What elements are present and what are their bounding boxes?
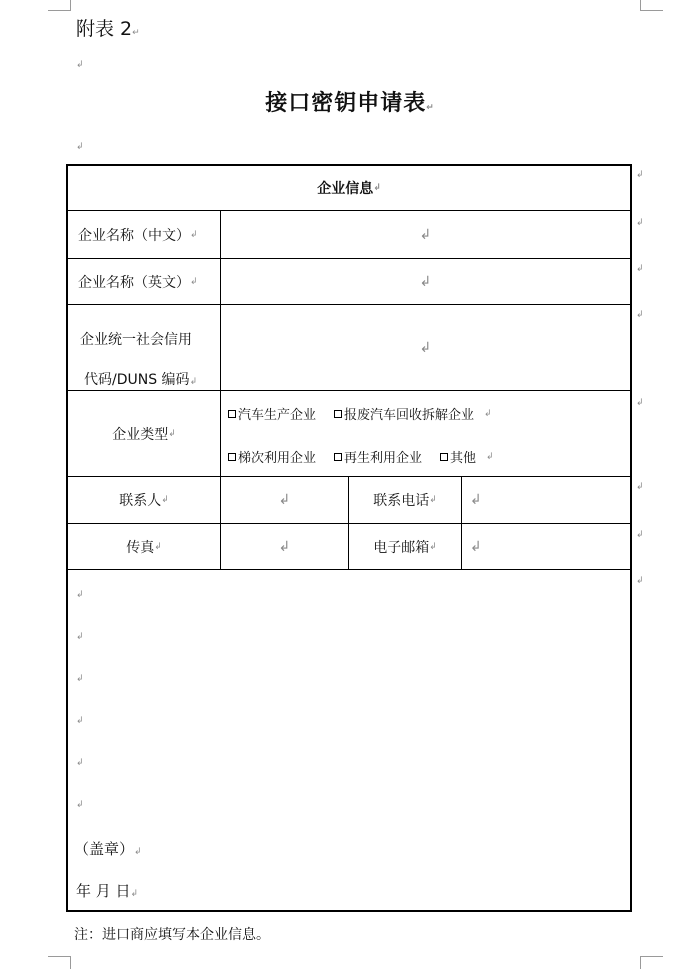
option-vehicle-manufacturer[interactable]: 汽车生产企业 — [228, 404, 316, 423]
field-name-en[interactable]: ↲ — [419, 273, 432, 290]
option-scrap-dismantling[interactable]: 报废汽车回收拆解企业 ↲ — [334, 404, 492, 423]
checkbox-icon — [228, 410, 236, 418]
option-other[interactable]: 其他 ↲ — [440, 447, 494, 466]
empty-paragraph-mark: ↲ — [76, 60, 84, 70]
field-name-cn[interactable]: ↲ — [419, 226, 432, 243]
label-credit-code-line1: 企业统一社会信用 — [80, 332, 192, 348]
paragraph-mark: ↲ — [76, 800, 84, 810]
checkbox-icon — [228, 453, 236, 461]
table-border — [66, 910, 632, 912]
table-rule — [66, 569, 632, 570]
crop-mark-bottom-left — [48, 956, 71, 969]
label-fax: 传真 ↲ — [126, 539, 162, 556]
label-email: 电子邮箱 ↲ — [373, 539, 437, 556]
field-contact-person[interactable]: ↲ — [278, 492, 291, 508]
document-title: 接口密钥申请表↵ — [265, 91, 435, 116]
label-credit-code — [80, 320, 220, 402]
crop-mark-bottom-right — [640, 956, 663, 969]
label-name-cn: 企业名称（中文） ↲ — [78, 227, 198, 244]
paragraph-mark: ↲ — [76, 716, 84, 726]
label-contact-person: 联系人 ↲ — [119, 493, 169, 509]
row-end-mark: ↲ — [636, 482, 644, 492]
label-credit-code-line2: 代码/DUNS 编码↲ — [84, 372, 198, 388]
label-contact-phone: 联系电话 ↲ — [373, 493, 437, 509]
row-end-mark: ↲ — [636, 264, 644, 274]
checkbox-icon — [440, 453, 448, 461]
row-end-mark: ↲ — [636, 310, 644, 320]
label-name-en: 企业名称（英文） ↲ — [78, 274, 198, 291]
label-enterprise-type: 企业类型 ↲ — [112, 426, 176, 443]
attachment-label: 附表 2↵ — [76, 18, 140, 40]
row-end-mark: ↲ — [636, 576, 644, 586]
seal-line: （盖章）↲ — [74, 840, 142, 858]
row-end-mark: ↲ — [636, 218, 644, 228]
row-end-mark: ↲ — [636, 170, 644, 180]
field-fax[interactable]: ↲ — [278, 538, 291, 555]
empty-paragraph-mark: ↲ — [76, 142, 84, 152]
crop-mark-top-left — [48, 0, 71, 11]
table-border — [630, 164, 632, 912]
section-header-enterprise-info: 企业信息 ↲ — [317, 181, 381, 197]
date-line: 年 月 日↲ — [76, 882, 139, 900]
option-recycling[interactable]: 再生利用企业 — [334, 447, 422, 466]
checkbox-icon — [334, 410, 342, 418]
table-rule — [461, 476, 462, 569]
field-credit-code[interactable]: ↲ — [419, 339, 432, 356]
paragraph-mark: ↲ — [76, 632, 84, 642]
footnote: 注：进口商应填写本企业信息。 — [74, 927, 270, 943]
paragraph-mark: ↲ — [76, 758, 84, 768]
paragraph-mark: ↲ — [76, 590, 84, 600]
field-email[interactable]: ↲ — [470, 538, 482, 555]
checkbox-icon — [334, 453, 342, 461]
crop-mark-top-right — [640, 0, 663, 11]
paragraph-mark: ↲ — [76, 674, 84, 684]
field-contact-phone[interactable]: ↲ — [470, 492, 482, 508]
row-end-mark: ↲ — [636, 398, 644, 408]
row-end-mark: ↲ — [636, 530, 644, 540]
option-cascade-utilization[interactable]: 梯次利用企业 — [228, 447, 316, 466]
